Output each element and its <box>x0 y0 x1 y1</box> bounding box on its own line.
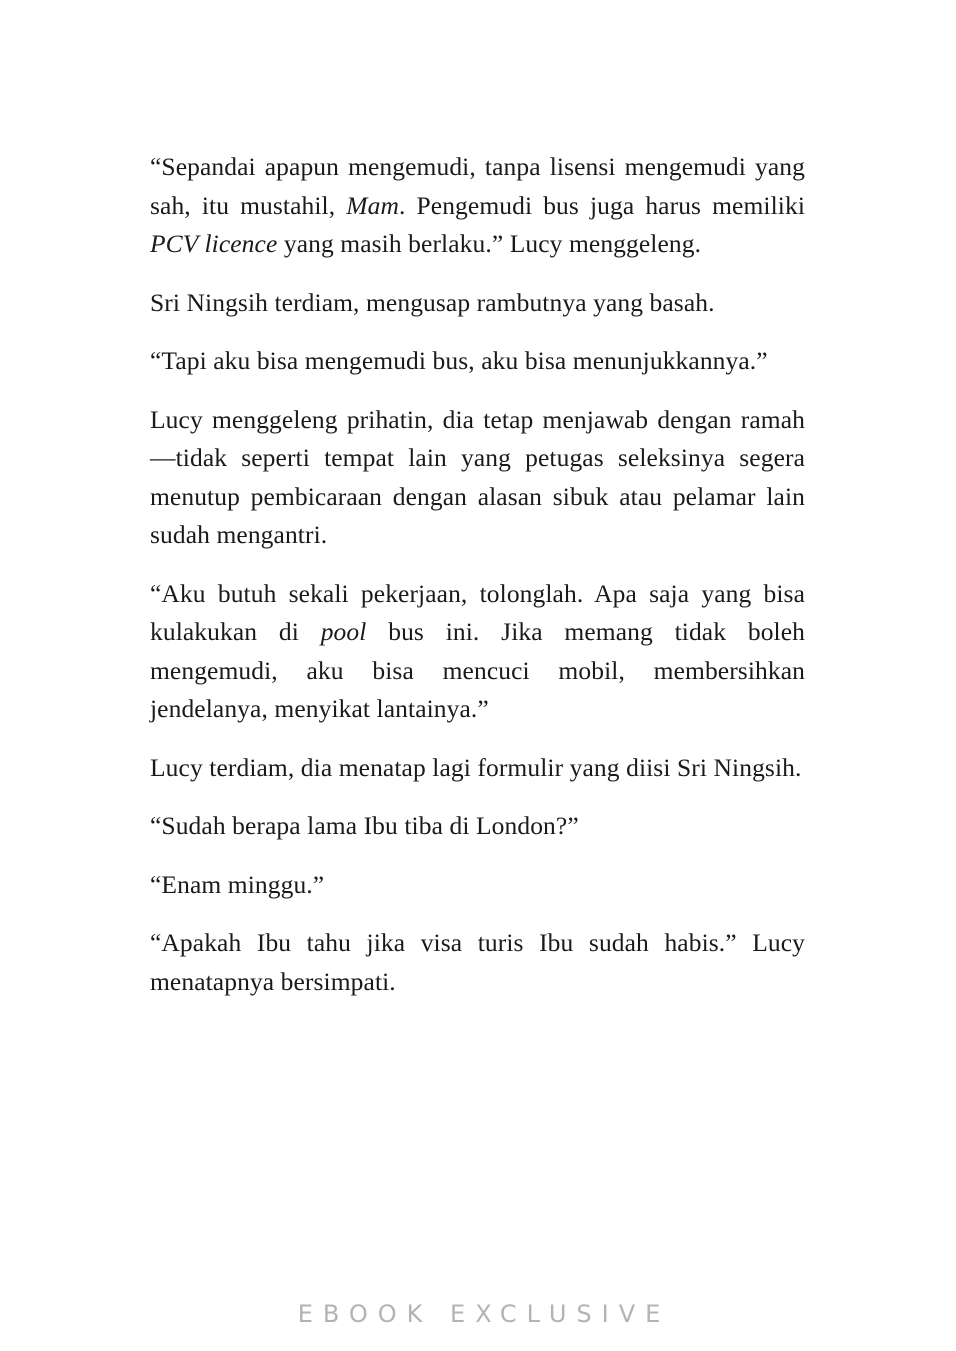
text-run: “Sepandai apapun mengemudi, tanpa lisensi mengemudi yang sah, itu mustahil, <box>150 152 805 220</box>
paragraph <box>150 807 805 846</box>
text-run: . Pengemudi bus juga harus memiliki <box>398 190 805 220</box>
text-run: Lucy terdiam, dia menatap lagi formulir yang diisi Sri Ningsih. <box>150 752 802 782</box>
paragraph <box>150 148 805 264</box>
paragraph <box>150 575 805 729</box>
paragraph <box>150 284 805 323</box>
italic-text: PCV licence <box>150 229 278 258</box>
text-run: “Apakah Ibu tahu jika visa turis Ibu sudah habis.” Lucy menatapnya bersimpati. <box>150 928 805 996</box>
text-run: bus ini. Jika memang tidak boleh mengemudi, aku bisa mencuci mobil, membersihkan jendelanya, menyikat lantainya.” <box>150 617 806 723</box>
italic-text: pool <box>320 617 367 646</box>
text-run: “Aku butuh sekali pekerjaan, tolonglah. Apa saja yang bisa kulakukan di <box>150 578 805 646</box>
text-run: Lucy menggeleng prihatin, dia tetap menjawab dengan ramah—tidak seperti tempat lain yang petugas seleksinya segera menutup pembicaraan dengan alasan sibuk atau pelamar lain sudah mengantri. <box>150 404 805 549</box>
paragraph <box>150 749 805 788</box>
paragraph <box>150 866 805 905</box>
paragraph <box>150 401 805 555</box>
text-run: “Sudah berapa lama Ibu tiba di London?” <box>150 811 579 840</box>
paragraph <box>150 342 805 381</box>
text-run: Sri Ningsih terdiam, mengusap rambutnya yang basah. <box>150 287 715 317</box>
paragraph <box>150 924 805 1001</box>
text-run: “Tapi aku bisa mengemudi bus, aku bisa menunjukkannya.” <box>150 346 768 375</box>
italic-text: Mam <box>346 190 399 220</box>
page-body <box>150 148 805 1021</box>
footer-watermark: EBOOK EXCLUSIVE <box>297 1300 671 1328</box>
text-run: yang masih berlaku.” Lucy menggeleng. <box>277 229 702 258</box>
text-run: “Enam minggu.” <box>150 869 325 899</box>
